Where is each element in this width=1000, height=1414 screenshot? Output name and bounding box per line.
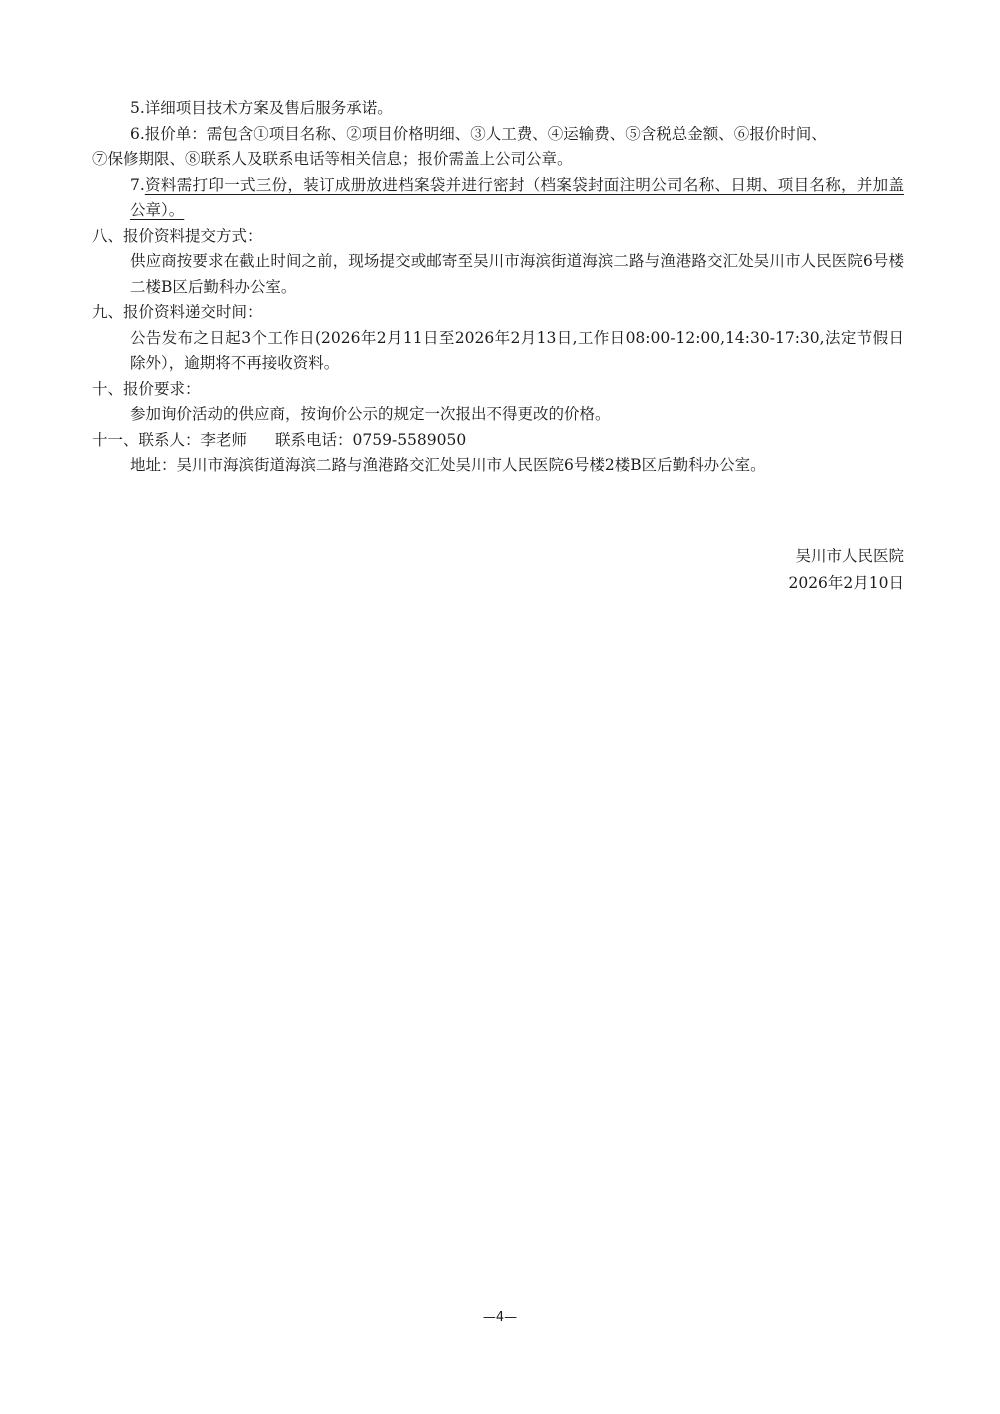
section-9-heading: 九、报价资料递交时间： [92,303,263,321]
section-10-heading: 十、报价要求： [92,379,201,398]
item-5: 5.详细项目技术方案及售后服务承诺。 [130,99,393,117]
item-6-line-2: ⑦保修期限、⑧联系人及联系电话等相关信息；报价需盖上公司公章。 [92,150,573,168]
section-10-body: 参加询价活动的供应商，按询价公示的规定一次报出不得更改的价格。 [130,405,611,423]
document-body [92,96,904,479]
contact-person: 十一、联系人：李老师 [92,430,248,449]
item-7 [92,173,904,224]
signature-date: 2026年2月10日 [788,574,904,592]
signature-block [788,543,904,597]
section-11-contact [92,428,904,454]
item-7-text: 资料需打印一式三份，装订成册放进档案袋并进行密封（档案袋封面注明公司名称、日期、项目名称，并加盖公章）。 [130,175,904,219]
address: 地址：吴川市海滨街道海滨二路与渔港路交汇处吴川市人民医院6号楼2楼B区后勤科办公室。 [130,456,766,474]
item-7-number: 7. [130,175,145,194]
item-6-line-1: 6.报价单：需包含①项目名称、②项目价格明细、③人工费、④运输费、⑤含税总金额、⑥报价时间、 [130,124,827,143]
signature-organization: 吴川市人民医院 [795,547,904,565]
section-8-heading: 八、报价资料提交方式： [92,226,263,245]
section-8-body: 供应商按要求在截止时间之前，现场提交或邮寄至吴川市海滨街道海滨二路与渔港路交汇处吴川市人民医院6号楼二楼B区后勤科办公室。 [130,252,904,296]
page-number: —4— [482,1310,518,1325]
section-9-body: 公告发布之日起3个工作日(2026年2月11日至2026年2月13日,工作日08:00-12:00,14:30-17:30,法定节假日除外），逾期将不再接收资料。 [130,328,904,372]
contact-phone: 联系电话：0759-5589050 [275,430,467,449]
